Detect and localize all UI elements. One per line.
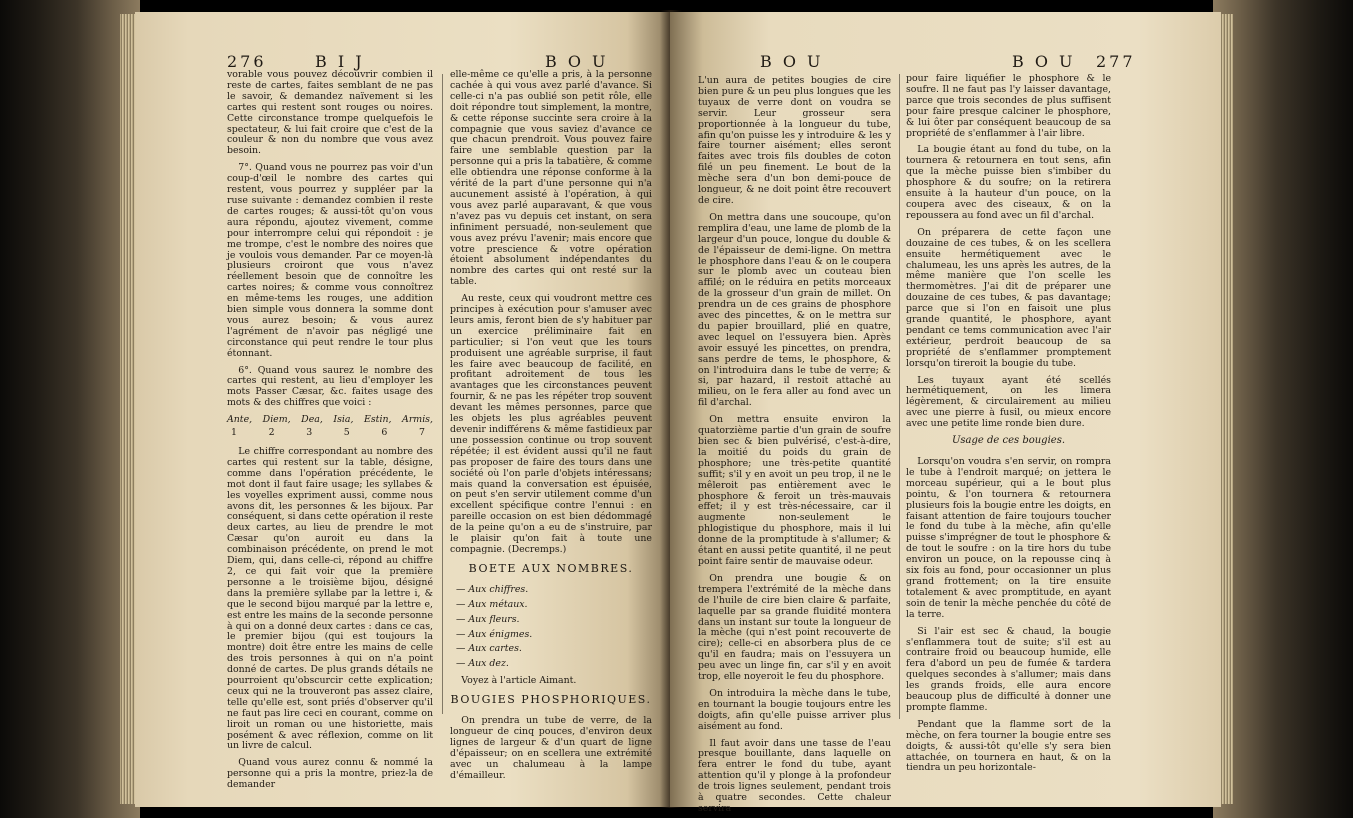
number: 2 (268, 427, 275, 439)
list-item: — Aux énigmes. (456, 628, 533, 640)
paragraph: vorable vous pouvez découvrir combien il reste de cartes, faites semblant de ne pas le savoir, & demandez naïvement si les cartes qui restent sont rouges ou noires. Cette circonstance trompe quelquefois le spectateur, & lui fait croire que c'est de la couleur & non du nombre que vous avez besoin. (227, 69, 433, 157)
paragraph: La bougie étant au fond du tube, on la tournera & retournera en tout sens, afin que la mèche puisse bien s'imbiber du phosphore & du soufre; on la retirera ensuite à la hauteur d'un pouce, on la coupera avec des ciseaux, & on la repoussera au fond avec un fil d'archal. (906, 144, 1111, 221)
list-item: — Aux dez. (456, 658, 509, 670)
word: Isia, (333, 414, 354, 426)
left-column-2 (450, 69, 652, 781)
right-cover-edge (1213, 0, 1353, 818)
number: 5 (343, 427, 350, 439)
running-head: B O U (760, 52, 824, 71)
running-head: B O U (1012, 52, 1076, 71)
paragraph: Lorsqu'on voudra s'en servir, on rompra le tube à l'endroit marqué; on jettera le morceau supérieur, qui a le bout plus pointu, & l'on tournera & retournera plusieurs fois la bougie entre les doigts, en faisant attention de faire toujours toucher le fond du tube à la mèche, afin qu'elle puisse s'imprégner de tout le phosphore & de tout le soufre : on la tire hors du tube environ un pouce, on la repousse cinq à six fois au fond, pour occasionner un plus grand frottement; on la tire ensuite totalement & avec promptitude, en ayant soin de tenir la mèche penchée du côté de la terre. (906, 456, 1111, 620)
number: 3 (306, 427, 313, 439)
number: 6 (381, 427, 388, 439)
right-column-1 (698, 75, 891, 814)
paragraph: Si l'air est sec & chaud, la bougie s'enflammera tout de suite; s'il est au contraire froid ou beaucoup humide, elle fera d'abord un peu de fumée & tardera quelques secondes à s'allumer; mais dans les grands froids, elle aura encore beaucoup plus de difficulté à donner une prompte flamme. (906, 625, 1111, 713)
paragraph: elle-même ce qu'elle a pris, à la personne cachée à qui vous avez parlé d'avance. Si celle-ci n'a pas oublié son petit rôle, elle doit répondre tout simplement, la montre, & cette réponse succinte sera croire à la compagnie que vous saviez d'avance ce que chacun prendroit. Vous pouvez faire faire une semblable question par la personne qui a pris la tabatière, & comme elle obtiendra une réponse conforme à la vérité de la part d'une personne qui n'a aucunement assisté à l'opération, à qui vous avez parlé auparavant, & que vous n'avez pas vu depuis cet instant, on sera infiniment persuadé, non-seulement que vous avez prévu l'avenir; mais encore que votre prescience & votre opération étoient absolument indépendantes du nombre des cartes qui ont resté sur la table. (450, 69, 652, 288)
paragraph: 6°. Quand vous saurez le nombre des cartes qui restent, au lieu d'employer les mots Passer Cæsar, &c. faites usage des mots & des chiffres que voici : (227, 364, 433, 409)
running-head: B O U (545, 52, 609, 71)
paragraph: Il faut avoir dans une tasse de l'eau presque bouillante, dans laquelle on fera entrer le fond du tube, ayant attention qu'il y plonge à la profondeur de trois lignes seulement, pendant trois à quatre secondes. Cette chaleur servira (698, 737, 891, 814)
right-column-2 (906, 73, 1111, 774)
number: 1 (231, 427, 237, 439)
paragraph: On introduira la mèche dans le tube, en tournant la bougie toujours entre les doigts, afin qu'elle puisse arriver plus aisément au fond. (698, 687, 891, 732)
paragraph: On mettra dans une soucoupe, qu'on remplira d'eau, une lame de plomb de la largeur d'un pouce, longue du double & de l'épaisseur de demi-ligne. On mettra le phosphore dans l'eau & on le coupera sur le plomb avec un couteau bien affilé; on le réduira en petits morceaux de la grosseur d'un grain de millet. On prendra un de ces grains de phosphore avec des pincettes, & on le mettra sur du papier brouillard, plié en quatre, avec lequel on l'essuyera bien. Après avoir essuyé les pincettes, on prendra, sans perdre de tems, le phosphore, & on l'introduira dans le tube de verre; & si, par hazard, il restoit attaché au milieu, on le fera aller au fond avec un fil d'archal. (698, 211, 891, 409)
paragraph: 7°. Quand vous ne pourrez pas voir d'un coup-d'œil le nombre des cartes qui restent, vous pourrez y suppléer par la ruse suivante : demandez combien il reste de cartes rouges; & aussi-tôt qu'on vous aura répondu, ajoutez vivement, comme pour interrompre celui qui répondoit : je me trompe, c'est le nombre des noires que je voulois vous demander. Par ce moyen-là plusieurs croiront que vous n'avez réellement besoin que de connoître les cartes noires; & comme vous connoîtrez en même-tems les rouges, une addition bien simple vous donnera la somme dont vous aurez besoin; & vous aurez l'agrément de n'avoir pas négligé une circonstance qui peut rendre le tour plus étonnant. (227, 162, 433, 359)
paragraph: L'un aura de petites bougies de cire bien pure & un peu plus longues que les tuyaux de verre dont on voudra se servir. Leur grosseur sera proportionnée à la longueur du tube, afin qu'on puisse les y introduire & les y faire tourner aisément; elles seront faites avec trois fils doubles de coton filé un peu finement. Le bout de la mèche sera d'un bon demi-pouce de longueur, & ne doit point être recouvert de cire. (698, 75, 891, 206)
right-page (670, 12, 1221, 814)
left-cover-edge (0, 0, 140, 818)
paragraph: Quand vous aurez connu & nommé la personne qui a pris la montre, priez-la de demander (227, 757, 433, 791)
paragraph: Le chiffre correspondant au nombre des cartes qui restent sur la table, désigne, comme dans l'opération précédente, le mot dont il faut faire usage; les syllabes & les voyelles expriment aussi, comme nous avons dit, les personnes & les bijoux. Par conséquent, si dans cette opération il reste deux cartes, au lieu de prendre le mot Cæsar qu'on auroit eu dans la combinaison précédente, on prend le mot Diem, qui, dans celle-ci, répond au chiffre 2, ce qui fait voir que la première personne a le troisième bijou, désigné dans la première syllabe par la lettre i, & que le second bijou marqué par la lettre e, est entre les mains de la seconde personne à qui on a donné deux cartes : dans ce cas, le premier bijou (qui est toujours la montre) doit être entre les mains de celle des trois personnes à qui on n'a point donné de cartes. De plus grands détails ne pourroient qu'obscurcir cette explication; ceux qui ne la trouveront pas assez claire, telle qu'elle est, sont priés d'observer qu'il ne faut pas lire ceci en courant, comme on liroit un roman ou une historiette, mais posément & avec réflexion, comme on lit un livre de calcul. (227, 446, 433, 752)
word: Diem, (262, 414, 291, 426)
left-column-1 (227, 69, 433, 791)
paragraph: Au reste, ceux qui voudront mettre ces principes à exécution pour s'amuser avec leurs amis, feront bien de s'y habituer par un exercice préliminaire fait en particulier; si l'on veut que les tours produisent une agréable surprise, il faut les faire avec beaucoup de facilité, en profitant adroitement de tous les avantages que les circonstances peuvent fournir, & ne pas les répéter trop souvent devant les mêmes personnes, parce que les objets les plus agréables peuvent devenir indifférens & même fastidieux par une possession continue ou trop souvent répétée; il est évident aussi qu'il ne faut pas proposer de faire des tours dans une société où l'on parle d'objets intéressans; mais quand la conversation est épuisée, on peut s'en servir utilement comme d'un excellent spécifique contre l'ennui : en pareille occasion on est bien dédommagé de la peine qu'on a eu de s'instruire, par le plaisir qu'on fait à toute une compagnie. (Decremps.) (450, 293, 652, 555)
word: Dea, (301, 414, 323, 426)
cross-reference: Voyez à l'article Aimant. (461, 675, 577, 687)
left-page (135, 12, 670, 807)
column-rule (442, 74, 443, 714)
word-row (227, 415, 433, 426)
paragraph: On mettra ensuite environ la quatorzième partie d'un grain de soufre bien sec & bien pulvérisé, c'est-à-dire, la moitié du poids du grain de phosphore; une très-petite quantité suffit; s'il y en avoit un peu trop, il ne le mêleroit pas entièrement avec le phosphore & feroit un très-mauvais effet; il y est très-nécessaire, car il augmente non-seulement le phlogistique du phosphore, mais il lui donne de la promptitude à s'allumer; & étant en aussi petite quantité, il ne peut point faire sentir de mauvaise odeur. (698, 414, 891, 567)
section-heading: BOUGIES PHOSPHORIQUES. (450, 693, 652, 707)
page-number: 277 (1096, 52, 1136, 71)
word: Armis, (402, 414, 433, 426)
list-item: — Aux métaux. (456, 598, 528, 610)
list-item: — Aux cartes. (456, 643, 522, 655)
word: Ante, (227, 414, 253, 426)
page-number: 276 (227, 52, 267, 71)
section-heading: Usage de ces bougies. (951, 435, 1066, 447)
number-row (227, 428, 433, 439)
list-item: — Aux chiffres. (456, 583, 529, 595)
paragraph: Pendant que la flamme sort de la mèche, on fera tourner la bougie entre ses doigts, & aussi-tôt qu'elle s'y sera bien attachée, on tournera en haut, & on la tiendra un peu horizontale- (906, 718, 1111, 774)
paragraph: On prendra une bougie & on trempera l'extrémité de la mèche dans de l'huile de cire bien claire & parfaite, laquelle par sa grande fluidité montera dans un instant sur toute la longueur de la mèche (qui n'est point recouverte de cire); celle-ci en absorbera plus de ce qu'il en faudra; mais on l'essuyera un peu avec un linge fin, car s'il y en avoit trop, elle noyeroit le feu du phosphore. (698, 572, 891, 683)
section-heading: BOETE AUX NOMBRES. (468, 561, 634, 575)
cross-reference-list (450, 585, 652, 670)
left-page-stack (120, 14, 136, 804)
paragraph: On prendra un tube de verre, de la longueur de cinq pouces, d'environ deux lignes de largeur & d'un quart de ligne d'épaisseur; on en scellera une extrémité avec un chalumeau à la lampe d'émailleur. (450, 715, 652, 781)
paragraph: pour faire liquéfier le phosphore & le soufre. Il ne faut pas l'y laisser davantage, parce que trois secondes de plus suffisent pour faire presque calciner le phosphore, & lui ôter par conséquent beaucoup de sa propriété de s'enflammer à l'air libre. (906, 73, 1111, 139)
word: Estin, (364, 414, 392, 426)
list-item: — Aux fleurs. (456, 613, 520, 625)
column-rule (899, 74, 900, 719)
running-head: B I J (315, 52, 365, 71)
paragraph: On préparera de cette façon une douzaine de ces tubes, & on les scellera ensuite hermétiquement avec le chalumeau, les uns après les autres, de la même manière que l'on scelle les thermomètres. J'ai dit de préparer une douzaine de ces tubes, & pas davantage; parce que si l'on en faisoit une plus grande quantité, le phosphore, ayant pendant ce tems communication avec l'air extérieur, perdroit beaucoup de sa propriété de s'enflammer promptement lorsqu'on tireroit la bougie du tube. (906, 226, 1111, 369)
number: 7 (418, 427, 425, 439)
paragraph: Les tuyaux ayant été scellés hermétiquement, on les limera légèrement, & circulairement au milieu avec une pierre à fusil, ou mieux encore avec une petite lime ronde bien dure. (906, 374, 1111, 430)
